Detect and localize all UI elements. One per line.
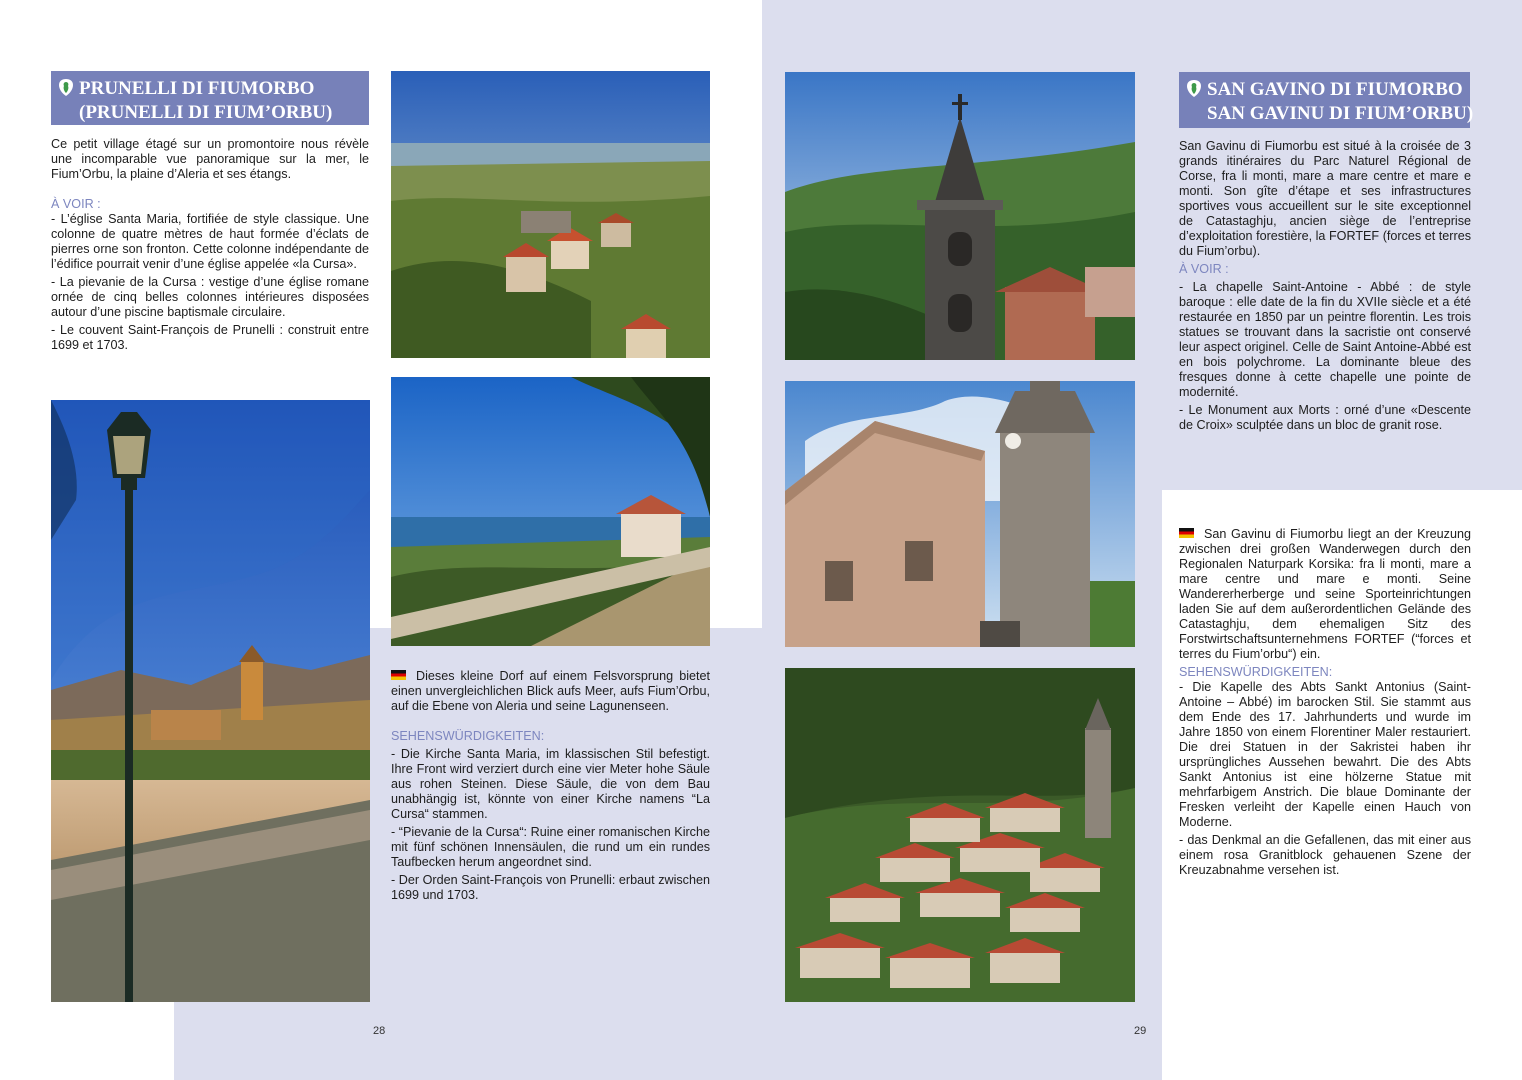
left-title-line1: PRUNELLI DI FIUMORBO xyxy=(79,78,315,99)
left-title-line2: (PRUNELLI DI FIUM’ORBU) xyxy=(79,102,333,123)
de-item-2-right: - das Denkmal an die Gefallenen, das mit einer aus einem rosa Granitblock gehauenen Szene der Kreuzabnahme versehen ist. xyxy=(1179,833,1471,877)
corsica-emblem-icon xyxy=(59,79,73,96)
page-number-left: 28 xyxy=(373,1025,386,1037)
de-intro-right: San Gavinu di Fiumorbu liegt an der Kreuzung zwischen drei großen Wanderwegen durch den Regionalen Naturpark Korsika: fra li monti, mare a mare centre und mare e monti. Seine Wandererherberge und seine Sporteinrichtungen laden Sie auf dem außerordentlichen Gelände des Catastaghju, dem ehemaligen Sitz des Forstwirtschaftsunternehmens FORTEF (“forces et terres du Fium’orbu“) ein. xyxy=(1179,527,1471,661)
page-number-right: 29 xyxy=(1134,1025,1147,1037)
right-title-line1: SAN GAVINO DI FIUMORBO xyxy=(1207,79,1463,100)
fr-intro: Ce petit village étagé sur un promontoire nous révèle une incomparable vue panoramique sur la mer, le Fium’Orbu, la plaine d’Aleria et ses étangs. xyxy=(51,137,369,181)
fr-intro-right: San Gavinu di Fiumorbu est situé à la croisée de 3 grands itinéraires du Parc Naturel Régional de Corse, fra li monti, mare a mare centre et mare e monti. Son gîte d’étape et ses infrastructures sportives vous accueillent sur le site exceptionnel de Catastaghju, ancien siège de l’entreprise d’exploitation forestière, la FORTEF (forces et terres du Fium’orbu). xyxy=(1179,139,1471,258)
fr-item-1-right: - La chapelle Saint-Antoine - Abbé : de style baroque : elle date de la fin du XVIIe siècle et a été restaurée en 1850 par un peintre florentin. Les trois statues se trouvant dans la sacristie ont conservé leur aspect originel. Celle de Saint Antoine-Abbé est en bois polychrome. La dominante bleue des fresques donne à cette chapelle une pointe de modernité. xyxy=(1179,280,1471,399)
fr-heading: À VOIR : xyxy=(51,197,101,211)
right-german-text xyxy=(1179,527,1471,881)
fr-item-1: - L’église Santa Maria, fortifiée de style classique. Une colonne de quatre mètres de haut formée d’éclats de pierres orne son fronton. Cette colonne indépendante de l’édifice pourrait venir d’une église appelée «la Cursa». xyxy=(51,212,369,271)
left-title-box xyxy=(51,71,369,125)
fr-heading-right: À VOIR : xyxy=(1179,262,1229,276)
de-item-1-right: - Die Kapelle des Abts Sankt Antonius (Saint-Antoine – Abbé) im barocken Stil. Sie stammt aus dem Ende des 17. Jahrhunderts und wurde im Jahre 1850 von einem Florentiner Maler restauriert. Die drei Statuen in der Sakristei haben ihr ursprüngliches Aussehen bewahrt. Die des Abts Sankt Antonius ist eine hölzerne Statue mit mehrfarbigem Anstrich. Die blaue Dominante der Fresken verleiht der Kapelle einen Hauch von Moderne. xyxy=(1179,680,1471,829)
left-french-text xyxy=(51,137,369,356)
photo-bell-tower xyxy=(785,72,1135,360)
fr-item-3: - Le couvent Saint-François de Prunelli : construit entre 1699 et 1703. xyxy=(51,323,369,352)
photo-sea-view-terrace xyxy=(391,377,710,646)
de-intro: Dieses kleine Dorf auf einem Felsvorsprung bietet einen unvergleichlichen Blick aufs Meer, aufs Fium’Orbu, auf die Ebene von Aleria und seine Lagunenseen. xyxy=(391,669,710,713)
fr-item-2: - La pievanie de la Cursa : vestige d’une église romane ornée de cinq belles colonnes intérieures disposées autour d’une piscine baptismale circulaire. xyxy=(51,275,369,319)
right-title-box xyxy=(1179,72,1474,128)
right-french-text xyxy=(1179,139,1471,436)
photo-aerial-village xyxy=(391,71,710,358)
german-flag-icon xyxy=(391,670,406,680)
de-heading: SEHENSWÜRDIGKEITEN: xyxy=(391,729,545,743)
left-german-text xyxy=(391,669,710,906)
photo-mountain-village xyxy=(785,668,1135,1002)
corsica-emblem-icon xyxy=(1187,80,1201,97)
de-item-3: - Der Orden Saint-François von Prunelli: erbaut zwischen 1699 und 1703. xyxy=(391,873,710,902)
photo-church-facade xyxy=(785,381,1135,647)
photo-lamp-post-village xyxy=(51,400,370,1002)
right-title-line2: SAN GAVINU DI FIUM’ORBU) xyxy=(1207,103,1474,124)
de-item-1: - Die Kirche Santa Maria, im klassischen Stil befestigt. Ihre Front wird verziert durch eine vier Meter hohe Säule aus rohen Steinen. Diese Säule, die von dem Bau unabhängig ist, könnte von einer Kirche namens “La Cursa“ stammen. xyxy=(391,747,710,821)
de-heading-right: SEHENSWÜRDIGKEITEN: xyxy=(1179,665,1333,679)
fr-item-2-right: - Le Monument aux Morts : orné d’une «Descente de Croix» sculptée dans un bloc de granit rose. xyxy=(1179,403,1471,432)
de-item-2: - “Pievanie de la Cursa“: Ruine einer romanischen Kirche mit fünf schönen Innensäulen, die rund um ein rundes Taufbecken herum angeordnet sind. xyxy=(391,825,710,869)
german-flag-icon xyxy=(1179,528,1194,538)
